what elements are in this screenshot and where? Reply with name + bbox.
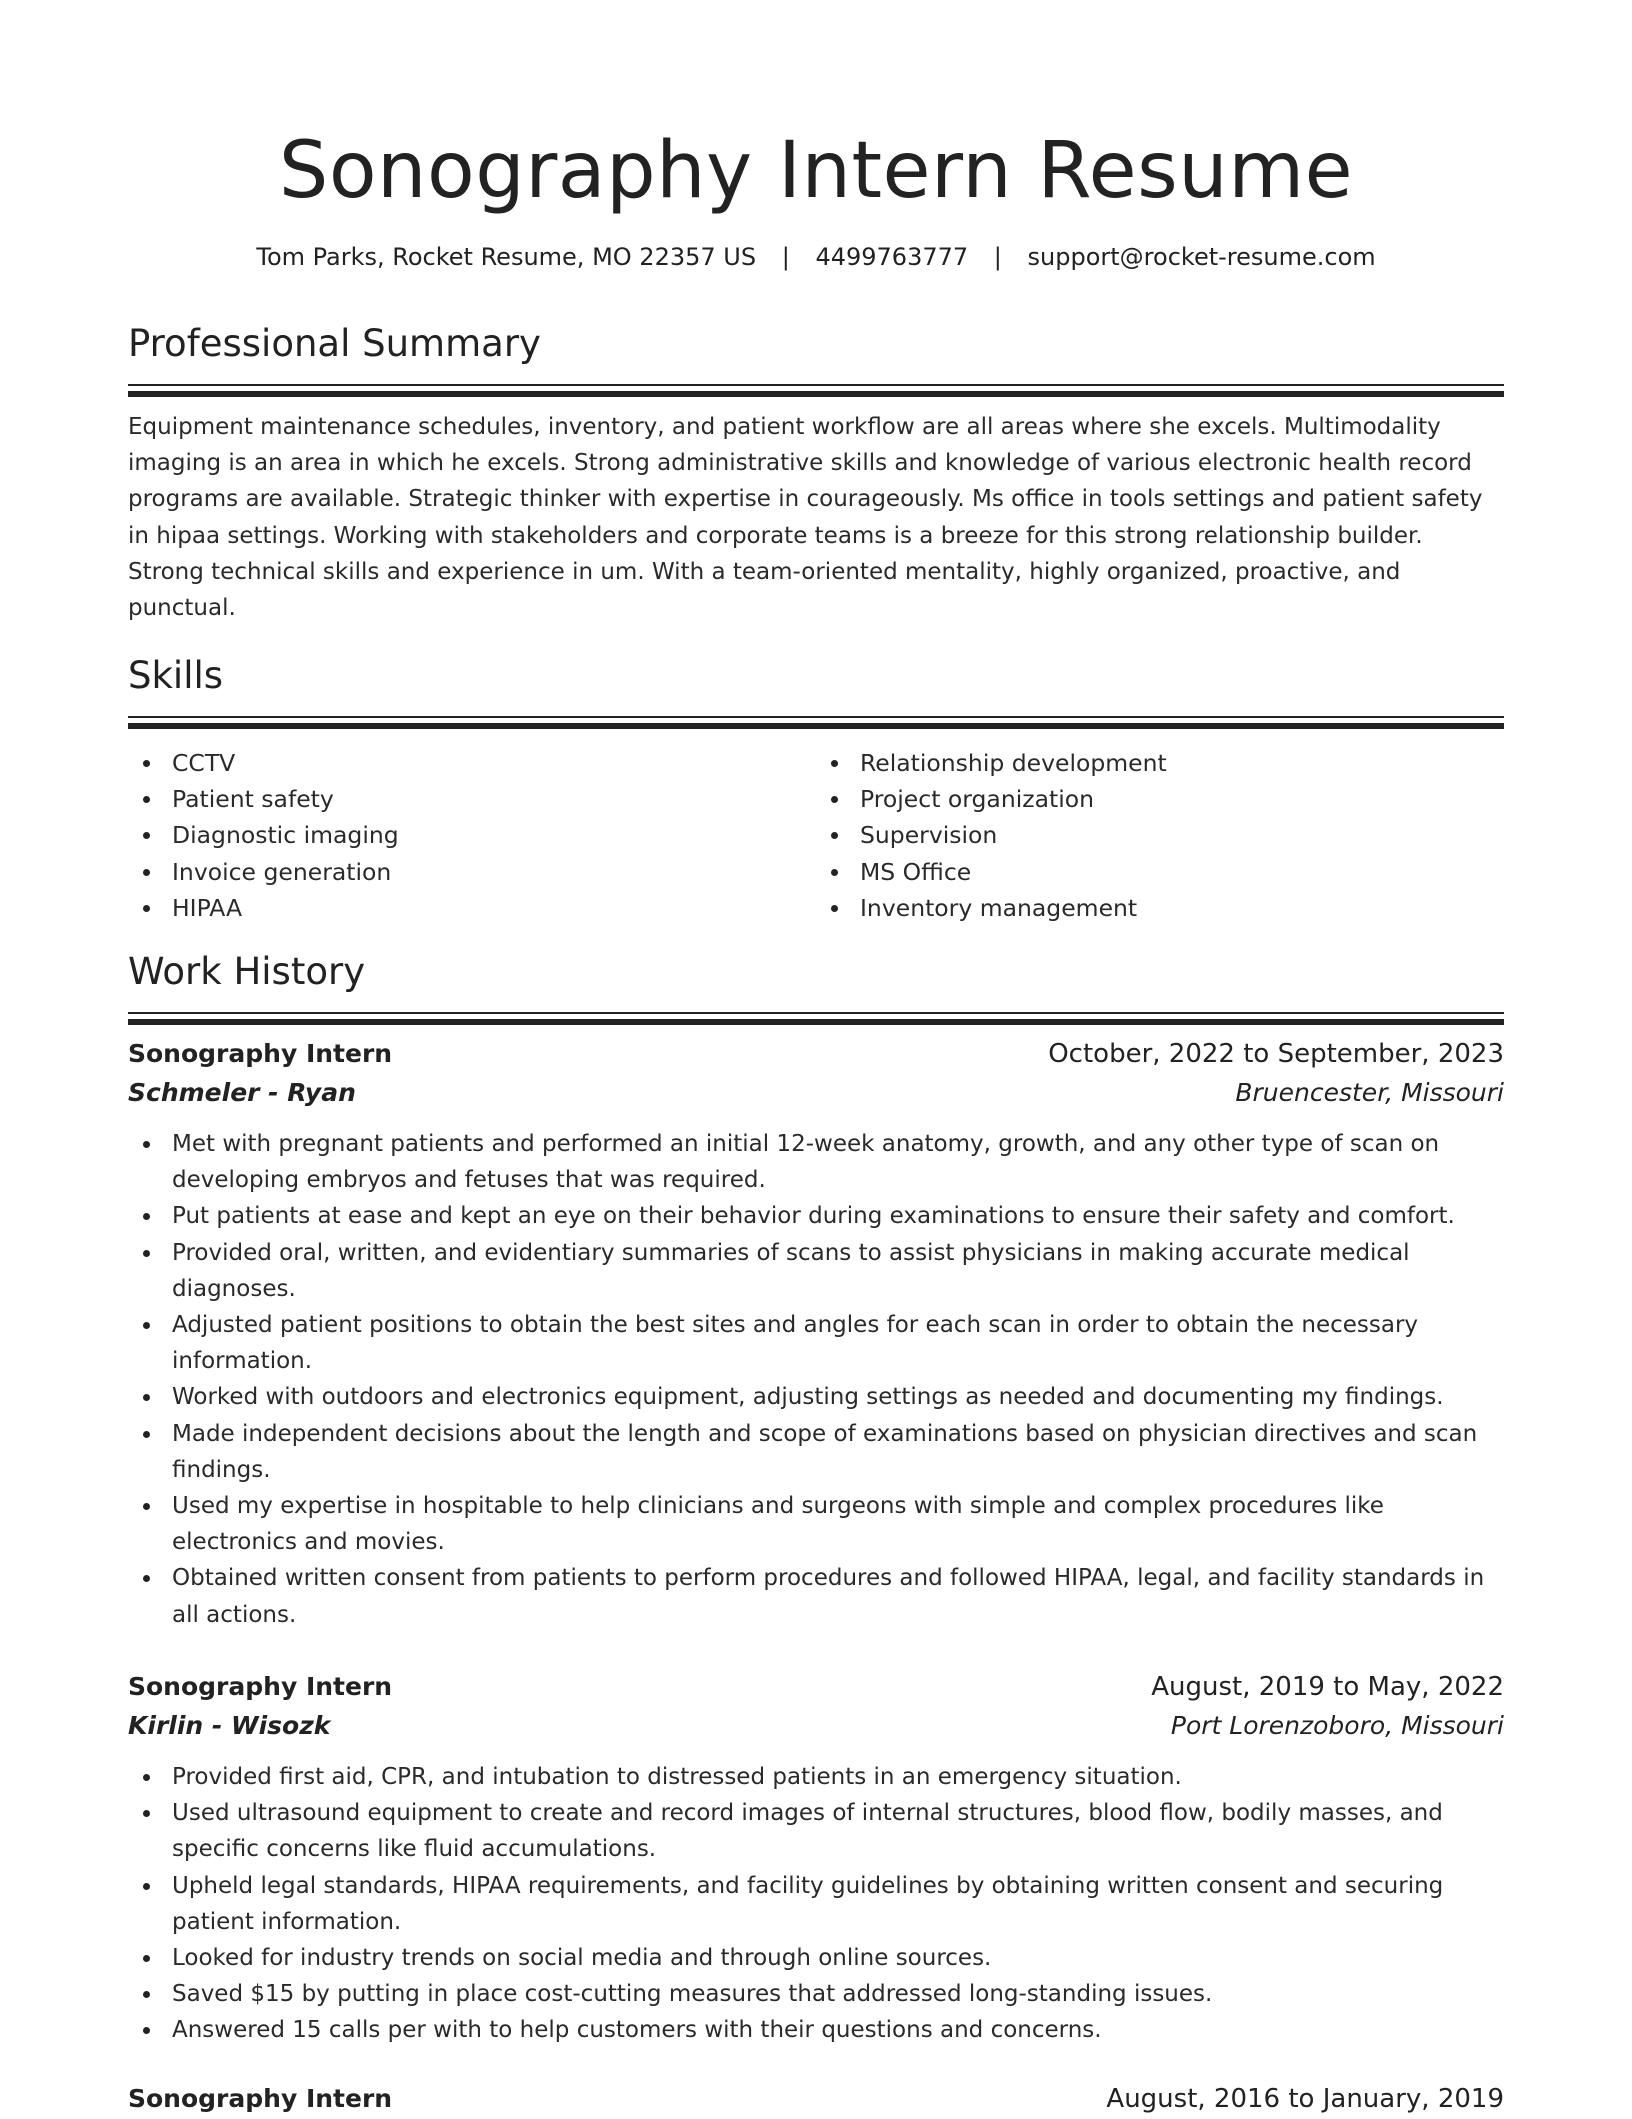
- job-header: [128, 1034, 1504, 1074]
- job-bullet: Answered 15 calls per with to help customers with their questions and concerns.: [172, 2012, 1504, 2048]
- job-header: [128, 2079, 1504, 2119]
- job-location: Port Lorenzoboro, Missouri: [1170, 1711, 1504, 1740]
- section-rule: [128, 391, 1504, 397]
- contact-address: Tom Parks, Rocket Resume, MO 22357 US: [256, 243, 757, 271]
- skill-item: Invoice generation: [172, 854, 816, 890]
- job-bullet: Put patients at ease and kept an eye on their behavior during examinations to ensure their safety and comfort.: [172, 1198, 1504, 1234]
- job-bullet-list: [128, 1126, 1504, 1633]
- job-bullet: Provided oral, written, and evidentiary summaries of scans to assist physicians in making accurate medical diagnoses.: [172, 1235, 1504, 1307]
- job-bullet: Met with pregnant patients and performed an initial 12-week anatomy, growth, and any other type of scan on developing embryos and fetuses that was required.: [172, 1126, 1504, 1198]
- job-location: Bruencester, Missouri: [1235, 1078, 1504, 1107]
- job-bullet: Adjusted patient positions to obtain the best sites and angles for each scan in order to obtain the necessary information.: [172, 1307, 1504, 1379]
- job-bullet-list: [128, 1759, 1504, 2049]
- job-bullet: Provided first aid, CPR, and intubation to distressed patients in an emergency situation.: [172, 1759, 1504, 1795]
- section-heading-skills: Skills: [128, 654, 224, 697]
- section-rule: [128, 384, 1504, 386]
- section-rule: [128, 1019, 1504, 1025]
- job-title: Sonography Intern: [128, 2084, 393, 2113]
- job-company: Schmeler - Ryan: [128, 1078, 356, 1107]
- skills-grid: [128, 745, 1504, 926]
- section-rule: [128, 1012, 1504, 1014]
- job-bullet: Obtained written consent from patients to perform procedures and followed HIPAA, legal, and facility standards in all actions.: [172, 1560, 1504, 1632]
- job-dates: August, 2016 to January, 2019: [1106, 2084, 1504, 2114]
- job-bullet: Upheld legal standards, HIPAA requirements, and facility guidelines by obtaining written consent and securing patient information.: [172, 1868, 1504, 1940]
- job-bullet: Saved $15 by putting in place cost-cutting measures that addressed long-standing issues.: [172, 1976, 1504, 2012]
- job-header: [128, 1667, 1504, 1707]
- job-bullet: Used my expertise in hospitable to help clinicians and surgeons with simple and complex procedures like electronics and movies.: [172, 1488, 1504, 1560]
- skill-item: HIPAA: [172, 890, 816, 926]
- skill-item: Patient safety: [172, 781, 816, 817]
- skill-item: Inventory management: [860, 890, 1504, 926]
- work-history-section: [128, 946, 1504, 1025]
- job-subheader: [128, 1707, 1504, 1745]
- job-entry: [128, 1034, 1504, 1633]
- job-bullet: Made independent decisions about the length and scope of examinations based on physician directives and scan findings.: [172, 1416, 1504, 1488]
- contact-separator: |: [993, 243, 1002, 271]
- job-bullet: Looked for industry trends on social media and through online sources.: [172, 1940, 1504, 1976]
- contact-email: support@rocket-resume.com: [1027, 243, 1376, 271]
- summary-section: [128, 318, 1504, 626]
- skill-item: CCTV: [172, 745, 816, 781]
- skill-item: Diagnostic imaging: [172, 817, 816, 853]
- section-heading-work-history: Work History: [128, 950, 366, 993]
- skill-item: Relationship development: [860, 745, 1504, 781]
- section-heading-summary: Professional Summary: [128, 322, 541, 365]
- skills-section: [128, 650, 1504, 926]
- job-bullet: Used ultrasound equipment to create and record images of internal structures, blood flow, bodily masses, and specific concerns like fluid accumulations.: [172, 1795, 1504, 1867]
- job-subheader: [128, 1074, 1504, 1112]
- section-rule: [128, 716, 1504, 718]
- section-rule: [128, 723, 1504, 729]
- contact-phone: 4499763777: [815, 243, 969, 271]
- job-bullet: Worked with outdoors and electronics equipment, adjusting settings as needed and documenting my findings.: [172, 1379, 1504, 1415]
- job-entry: [128, 1667, 1504, 2049]
- job-title: Sonography Intern: [128, 1672, 393, 1701]
- job-company: Kirlin - Wisozk: [128, 1711, 331, 1740]
- skill-item: Supervision: [860, 817, 1504, 853]
- skill-item: Project organization: [860, 781, 1504, 817]
- skills-column-left: [128, 745, 816, 926]
- skill-item: MS Office: [860, 854, 1504, 890]
- job-entry: [128, 2079, 1504, 2119]
- contact-separator: |: [781, 243, 790, 271]
- job-dates: October, 2022 to September, 2023: [1048, 1039, 1504, 1069]
- skills-column-right: [816, 745, 1504, 926]
- page-title: Sonography Intern Resume: [278, 126, 1354, 216]
- job-title: Sonography Intern: [128, 1039, 393, 1068]
- contact-line: [128, 237, 1504, 277]
- summary-text: Equipment maintenance schedules, inventory, and patient workflow are all areas where she excels. Multimodality imaging is an area in which he excels. Strong administrative skills and knowledge of various electronic health record programs are available. Strategic thinker with expertise in courageously. Ms office in tools settings and patient safety in hipaa settings. Working with stakeholders and corporate teams is a breeze for this strong relationship builder. Strong technical skills and experience in um. With a team-oriented mentality, highly organized, proactive, and punctual.: [128, 414, 1483, 622]
- job-dates: August, 2019 to May, 2022: [1151, 1672, 1504, 1702]
